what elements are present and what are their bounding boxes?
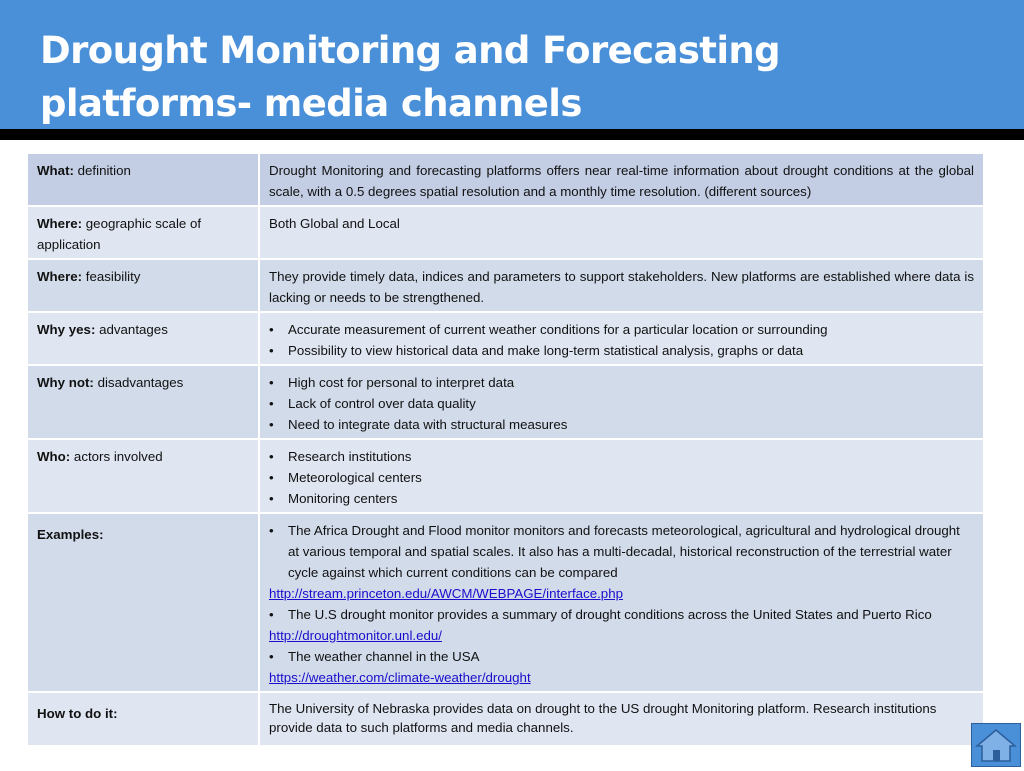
table-row-where-scale [27,206,984,259]
list-item: • Research institutions [269,446,974,467]
row-content [259,439,984,513]
africa-monitor-link[interactable]: http://stream.princeton.edu/AWCM/WEBPAGE/interface.php [269,586,623,601]
table-row-where-feasibility [27,259,984,312]
list-item: • High cost for personal to interpret data [269,372,974,393]
table-row-why-yes [27,312,984,365]
table-row-who [27,439,984,513]
home-icon [972,724,1020,766]
us-drought-monitor-link[interactable]: http://droughtmonitor.unl.edu/ [269,628,442,643]
header-divider [0,129,1024,140]
row-label: Examples: [27,513,259,692]
list-item: • The Africa Drought and Flood monitor monitors and forecasts meteorological, agricultural and hydrological drought at various temporal and spatial scales. It also has a multi-decadal, historical reconstruction of the terrestrial water cycle against which current conditions can be compared [269,520,974,583]
list-item: • Need to integrate data with structural measures [269,414,974,435]
home-button[interactable] [971,723,1021,767]
row-content: Drought Monitoring and forecasting platforms offers near real-time information about drought conditions at the global scale, with a 0.5 degrees spatial resolution and a monthly time resolution. (different sources) [259,153,984,206]
row-label: What: definition [27,153,259,206]
list-item: • Possibility to view historical data and make long-term statistical analysis, graphs or data [269,340,974,361]
row-label: Where: feasibility [27,259,259,312]
row-content: They provide timely data, indices and parameters to support stakeholders. New platforms are established where data is lacking or needs to be strengthened. [259,259,984,312]
list-item: • The weather channel in the USA [269,646,974,667]
row-content [259,365,984,439]
bullet-list [269,646,974,667]
slide-title: Drought Monitoring and Forecasting platforms- media channels [40,29,781,125]
info-table [26,152,985,747]
weather-channel-link[interactable]: https://weather.com/climate-weather/drought [269,670,531,685]
list-item: • Accurate measurement of current weather conditions for a particular location or surrounding [269,319,974,340]
table-row-what [27,153,984,206]
row-label: Why not: disadvantages [27,365,259,439]
row-label: How to do it: [27,692,259,746]
bullet-list [269,520,974,583]
table-row-how [27,692,984,746]
table-row-why-not [27,365,984,439]
row-label: Who: actors involved [27,439,259,513]
row-label: Why yes: advantages [27,312,259,365]
row-content [259,513,984,692]
row-content: The University of Nebraska provides data on drought to the US drought Monitoring platform. Research institutions provide data to such platforms and media channels. [259,692,984,746]
row-label: Where: geographic scale of application [27,206,259,259]
list-item: • Meteorological centers [269,467,974,488]
row-content: Both Global and Local [259,206,984,259]
table-row-examples [27,513,984,692]
bullet-list [269,372,974,435]
bullet-list [269,604,974,625]
bullet-list [269,319,974,361]
list-item: • Lack of control over data quality [269,393,974,414]
row-content [259,312,984,365]
list-item: • The U.S drought monitor provides a summary of drought conditions across the United States and Puerto Rico [269,604,974,625]
bullet-list [269,446,974,509]
list-item: • Monitoring centers [269,488,974,509]
